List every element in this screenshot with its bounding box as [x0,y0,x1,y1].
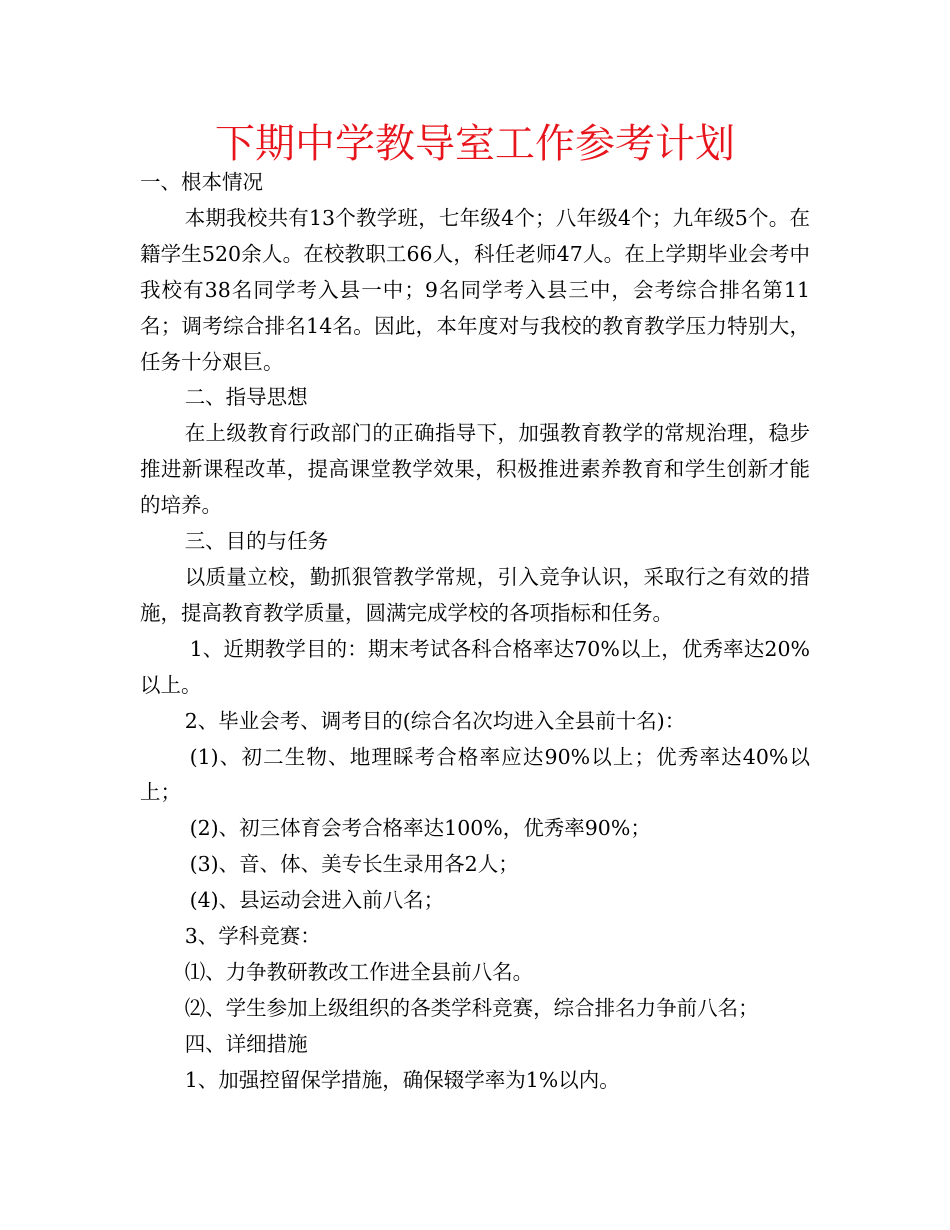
heading-goals-tasks: 三、目的与任务 [184,529,329,554]
list-item-goal-2-4: (4)、县运动会进入前八名； [189,888,445,913]
heading-basic-situation: 一、根本情况 [140,170,263,194]
list-item-goal-2: 2、毕业会考、调考目的(综合名次均进入全县前十名)： [184,708,686,733]
list-item-goal-2-1: (1)、初二生物、地理睬考合格率应达90%以上；优秀率达40%以上； [140,744,810,805]
document-title: 下期中学教导室工作参考计划 [215,121,735,167]
list-item-goal-1: 1、近期教学目的：期末考试各科合格率达70%以上，优秀率达20%以上。 [140,636,810,697]
paragraph-guiding-thought: 在上级教育行政部门的正确指导下，加强教育教学的常规治理，稳步推进新课程改革，提高课堂教学效果，积极推进素养教育和学生创新才能的培养。 [140,421,810,518]
list-item-goal-3-2: ⑵、学生参加上级组织的各类学科竞赛，综合排名力争前八名； [184,995,759,1020]
document-body [140,165,810,1099]
paragraph-basic-situation: 本期我校共有13个教学班，七年级4个；八年级4个；九年级5个。在籍学生520余人。在校教职工66人，科任老师47人。在上学期毕业会考中我校有38名同学考入县一中；9名同学考入县三中，会考综合排名第11名；调考综合排名14名。因此，本年度对与我校的教育教学压力特别大，任务十分艰巨。 [140,205,810,374]
list-item-goal-2-2: (2)、初三体育会考合格率达100%，优秀率90%； [189,816,651,841]
list-item-goal-2-3: (3)、音、体、美专长生录用各2人； [189,852,519,877]
heading-guiding-thought: 二、指导思想 [184,385,308,410]
list-item-goal-3-1: ⑴、力争教研教改工作进全县前八名。 [184,959,534,984]
heading-specific-measures: 四、详细措施 [184,1031,308,1056]
list-item-measure-1: 1、加强控留保学措施，确保辍学率为1%以内。 [184,1067,620,1092]
paragraph-goals-tasks: 以质量立校，勤抓狠管教学常规，引入竞争认识，采取行之有效的措施，提高教育教学质量，圆满完成学校的各项指标和任务。 [140,564,810,625]
list-item-goal-3: 3、学科竞赛： [184,924,321,949]
